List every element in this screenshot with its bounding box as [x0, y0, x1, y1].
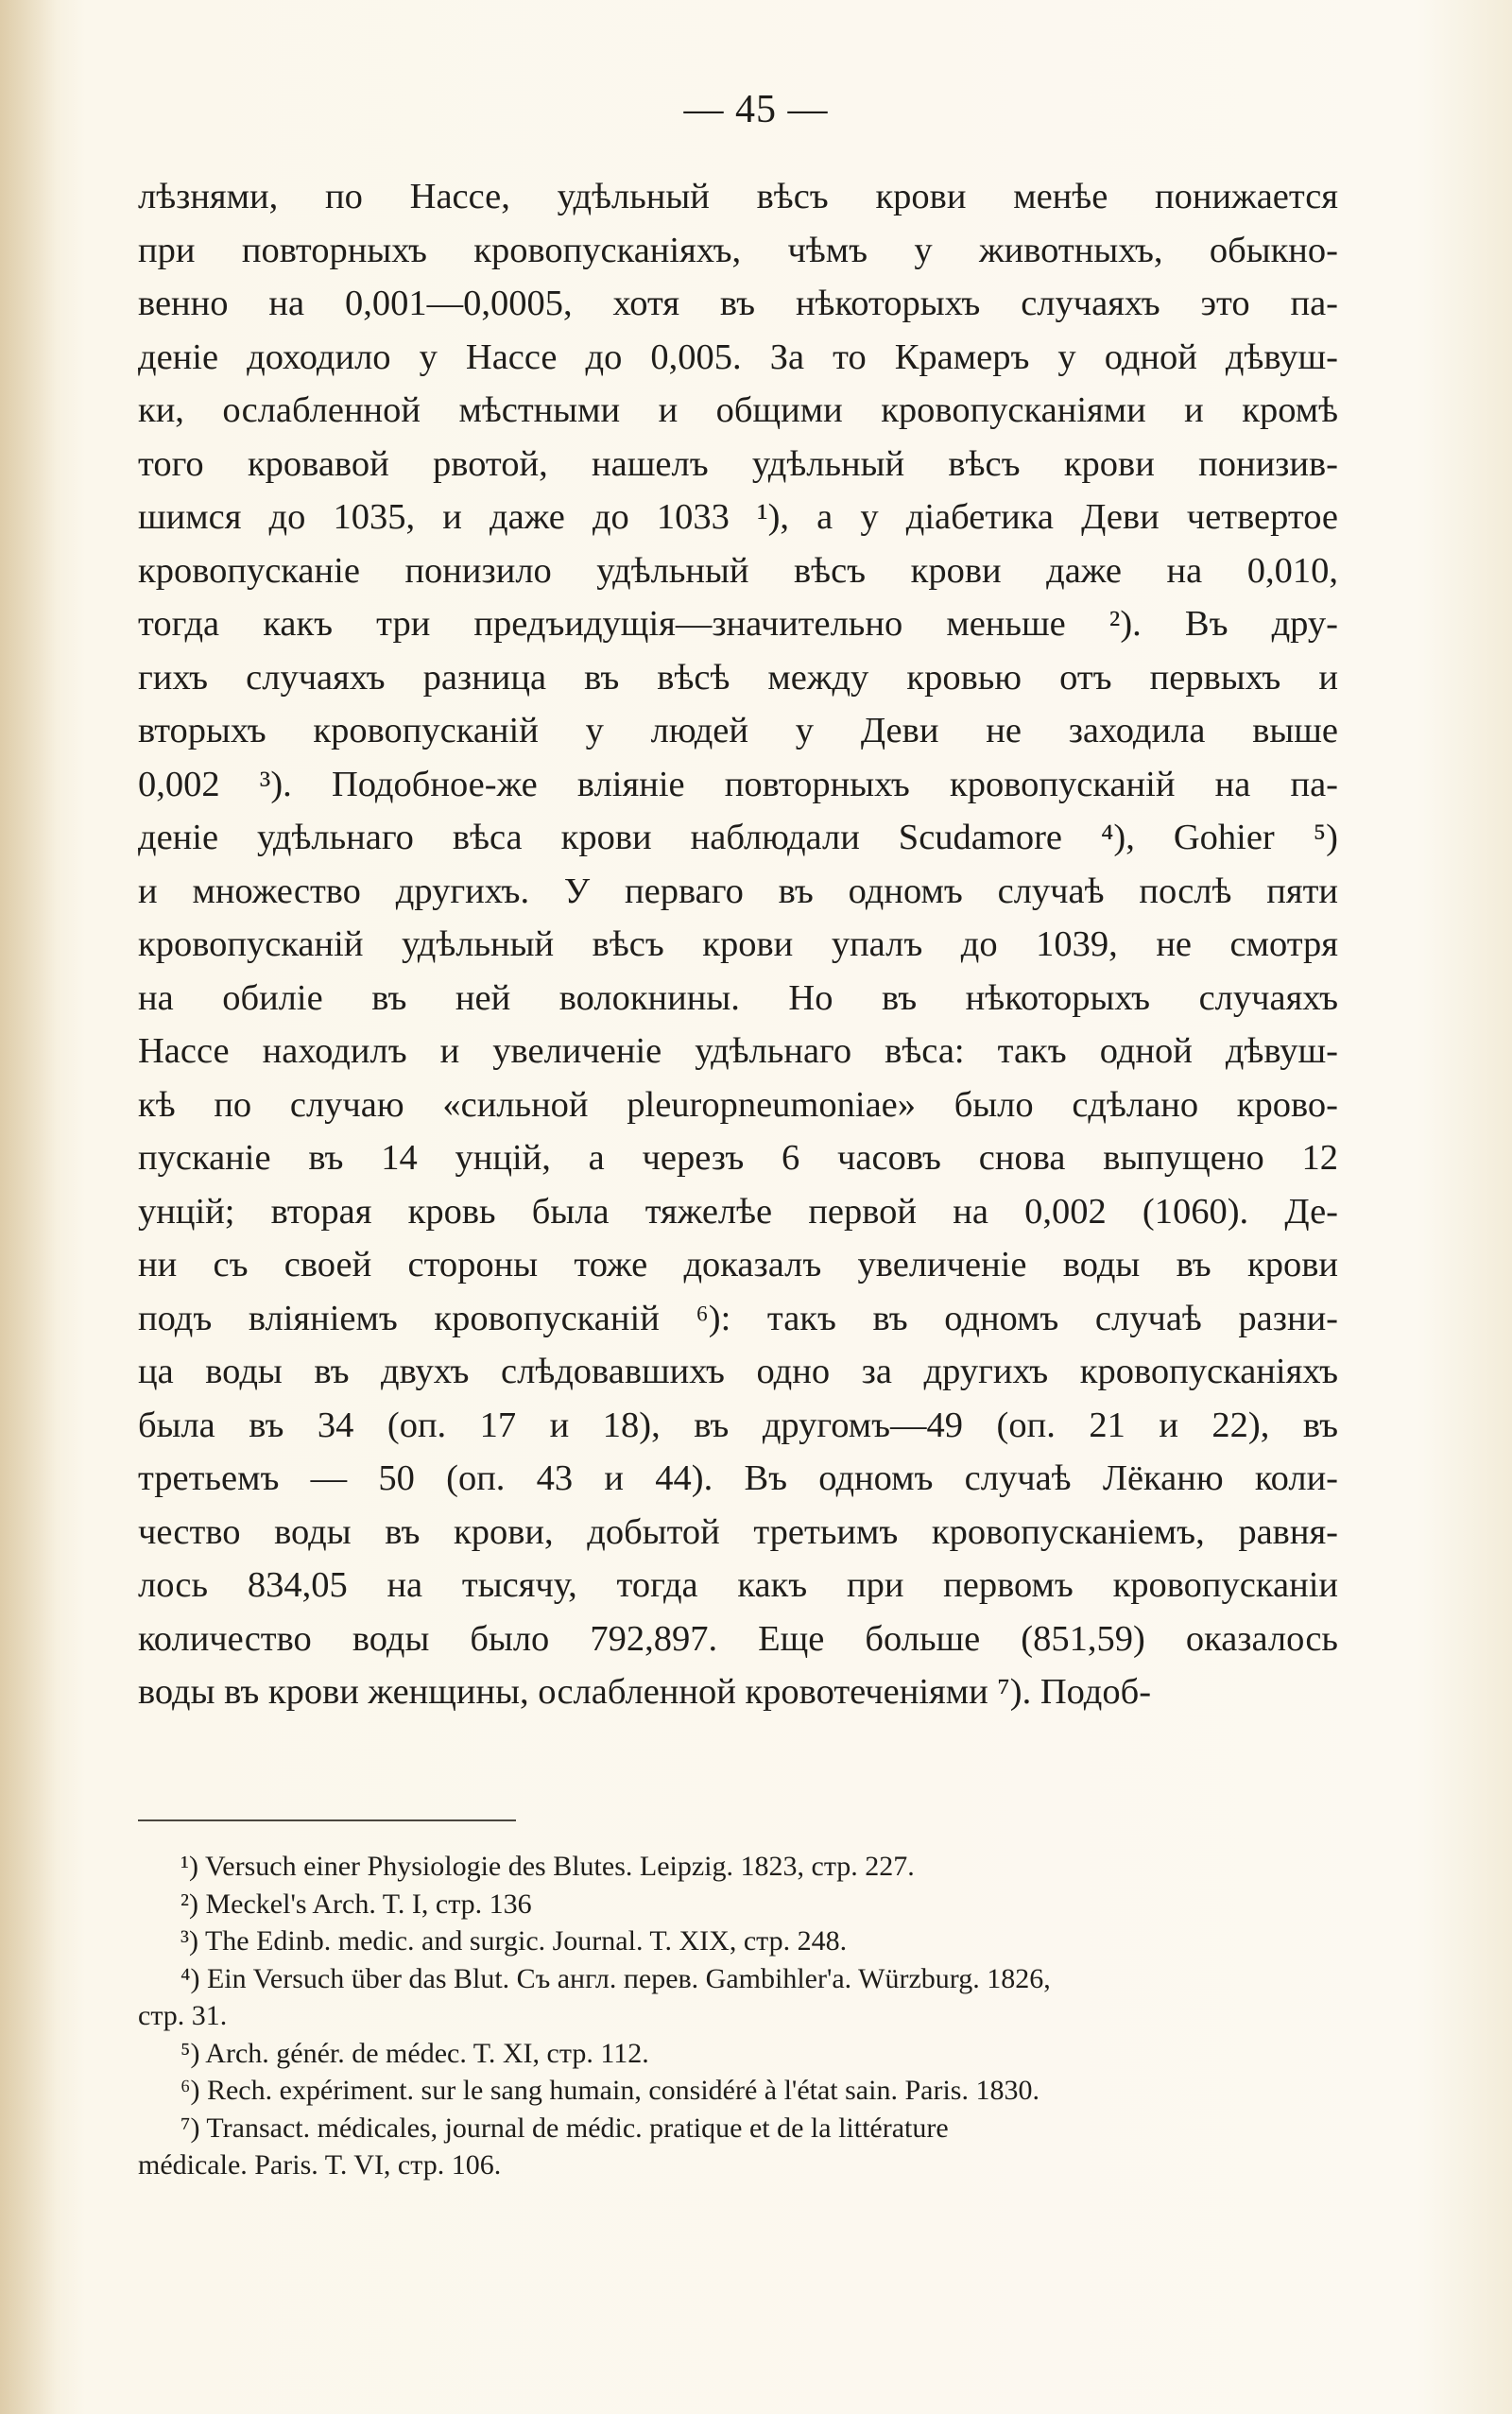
body-line: была въ 34 (оп. 17 и 18), въ другомъ—49 (оп. 21 и 22), въ [138, 1405, 1338, 1445]
page-number: — 45 — [683, 88, 829, 131]
body-line: при повторныхъ кровопусканіяхъ, чѣмъ у животныхъ, обыкно- [138, 230, 1338, 270]
body-line: тогда какъ три предъидущія—значительно меньше ²). Въ дру- [138, 604, 1338, 644]
body-line: лось 834,05 на тысячу, тогда какъ при первомъ кровопусканіи [138, 1565, 1338, 1605]
footnote: ²) Meckel's Arch. T. I, стр. 136 [180, 1888, 532, 1920]
body-line: количество воды было 792,897. Еще больше (851,59) оказалось [138, 1618, 1338, 1659]
body-line: третьемъ — 50 (оп. 43 и 44). Въ одномъ случаѣ Лёканю коли- [138, 1458, 1338, 1498]
body-line: ни съ своей стороны тоже доказалъ увеличеніе воды въ крови [138, 1245, 1338, 1285]
body-line: ки, ослабленной мѣстными и общими кровопусканіями и кромѣ [138, 390, 1338, 430]
body-line: унцій; вторая кровь была тяжелѣе первой на 0,002 (1060). Де- [138, 1191, 1338, 1232]
footnote: ⁵) Arch. génér. de médec. T. XI, стр. 112. [180, 2037, 649, 2069]
body-line: воды въ крови женщины, ослабленной кровотеченіями ⁷). Подоб- [138, 1672, 1152, 1712]
body-line: кровопусканій удѣльный вѣсъ крови упалъ до 1039, не смотря [138, 924, 1338, 964]
body-line: чество воды въ крови, добытой третьимъ кровопусканіемъ, равня- [138, 1511, 1338, 1552]
body-line: Нассе находилъ и увеличеніе удѣльнаго вѣса: такъ одной дѣвуш- [138, 1031, 1338, 1071]
body-text [138, 170, 1338, 1719]
body-line: подъ вліяніемъ кровопусканій ⁶): такъ въ одномъ случаѣ разни- [138, 1298, 1338, 1338]
page-edge-shadow [0, 0, 57, 2414]
body-line: того кровавой рвотой, нашелъ удѣльный вѣсъ крови понизив- [138, 443, 1338, 484]
body-line: деніе удѣльнаго вѣса крови наблюдали Scudamore ⁴), Gohier ⁵) [138, 818, 1338, 857]
body-line: гихъ случаяхъ разница въ вѣсѣ между кровью отъ первыхъ и [138, 657, 1338, 698]
body-line: лѣзнями, по Нассе, удѣльный вѣсъ крови менѣе понижается [138, 177, 1338, 216]
footnote-divider [138, 1819, 516, 1821]
body-line: вторыхъ кровопусканій у людей у Деви не заходила выше [138, 711, 1338, 750]
body-line: шимся до 1035, и даже до 1033 ¹), а у діабетика Деви четвертое [138, 497, 1338, 537]
body-line: венно на 0,001—0,0005, хотя въ нѣкоторыхъ случаяхъ это па- [138, 284, 1338, 323]
footnotes [138, 1848, 1338, 2184]
body-line: ца воды въ двухъ слѣдовавшихъ одно за другихъ кровопусканіяхъ [138, 1352, 1338, 1391]
body-line: кѣ по случаю «сильной pleuropneumoniae» было сдѣлано крово- [138, 1084, 1338, 1125]
body-line: на обиліе въ ней волокнины. Но въ нѣкоторыхъ случаяхъ [138, 977, 1338, 1018]
footnote-continuation: médicale. Paris. T. VI, стр. 106. [138, 2149, 502, 2181]
footnote-continuation: стр. 31. [138, 2000, 228, 2031]
footnote: ⁴) Ein Versuch über das Blut. Съ англ. перев. Gambihler'a. Würzburg. 1826, [180, 1962, 1051, 1994]
footnote: ³) The Edinb. medic. and surgic. Journal. T. XIX, стр. 248. [180, 1925, 848, 1957]
body-line: кровопусканіе понизило удѣльный вѣсъ крови даже на 0,010, [138, 550, 1338, 591]
footnote: ¹) Versuch einer Physiologie des Blutes. Leipzig. 1823, стр. 227. [180, 1851, 915, 1882]
body-line: пусканіе въ 14 унцій, а черезъ 6 часовъ снова выпущено 12 [138, 1138, 1338, 1178]
body-line: деніе доходило у Нассе до 0,005. За то Крамеръ у одной дѣвуш- [138, 336, 1338, 377]
body-line: и множество другихъ. У перваго въ одномъ случаѣ послѣ пяти [138, 871, 1338, 911]
footnote: ⁷) Transact. médicales, journal de médic. pratique et de la littérature [180, 2112, 949, 2144]
footnote: ⁶) Rech. expériment. sur le sang humain, considéré à l'état sain. Paris. 1830. [180, 2075, 1040, 2106]
body-line: 0,002 ³). Подобное-же вліяніе повторныхъ кровопусканій на па- [138, 764, 1338, 804]
